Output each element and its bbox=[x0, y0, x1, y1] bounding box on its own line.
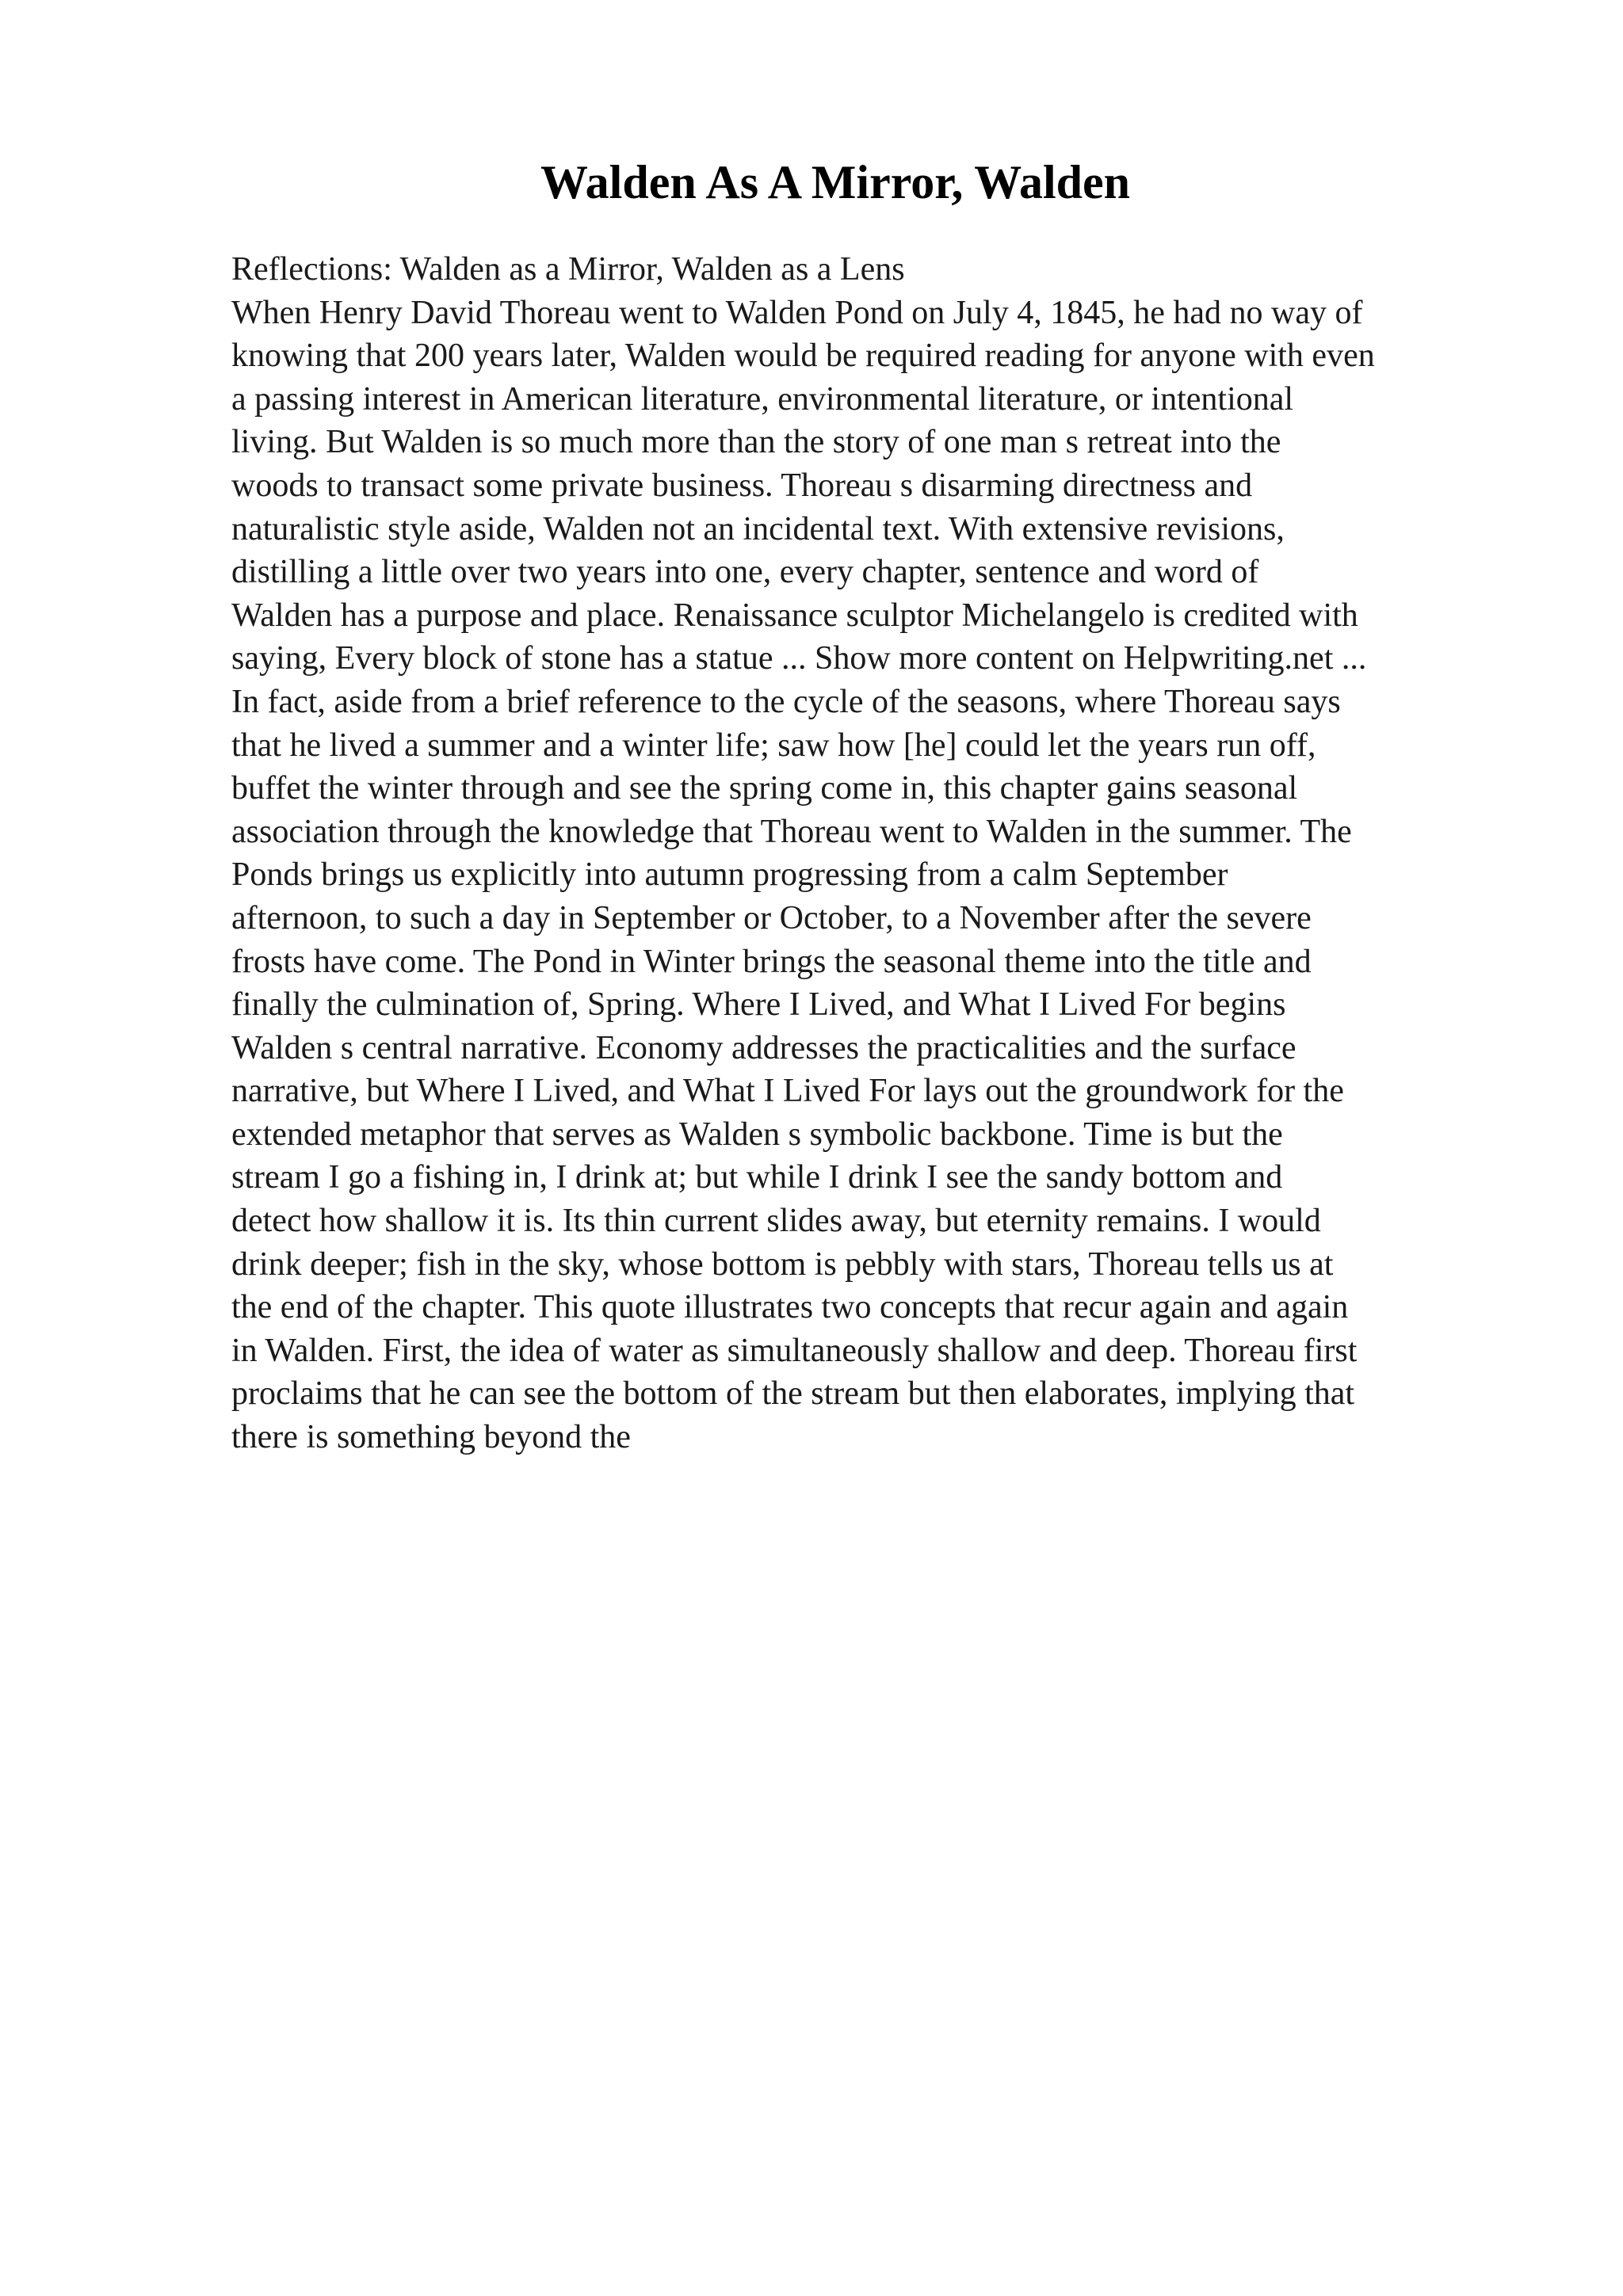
body-line: frosts have come. The Pond in Winter brings the seasonal theme into the title and bbox=[231, 943, 1312, 980]
body-line: When Henry David Thoreau went to Walden Pond on July 4, 1845, he had no way of bbox=[231, 294, 1363, 331]
body-line: that he lived a summer and a winter life; saw how [he] could let the years run off, bbox=[231, 727, 1316, 764]
body-line: knowing that 200 years later, Walden would be required reading for anyone with even bbox=[231, 338, 1375, 375]
body-line: In fact, aside from a brief reference to the cycle of the seasons, where Thoreau says bbox=[231, 683, 1341, 720]
body-line: narrative, but Where I Lived, and What I Lived For lays out the groundwork for the bbox=[231, 1073, 1344, 1110]
body-line: association through the knowledge that Thoreau went to Walden in the summer. The bbox=[231, 813, 1352, 850]
body-line: Walden s central narrative. Economy addresses the practicalities and the surface bbox=[231, 1029, 1296, 1066]
body-line: drink deeper; fish in the sky, whose bottom is pebbly with stars, Thoreau tells us at bbox=[231, 1245, 1334, 1283]
body-line: afternoon, to such a day in September or October, to a November after the severe bbox=[231, 899, 1312, 936]
body-line: a passing interest in American literature, environmental literature, or intentional bbox=[231, 380, 1294, 418]
body-line: finally the culmination of, Spring. Where I Lived, and What I Lived For begins bbox=[231, 986, 1286, 1024]
body-line: Walden has a purpose and place. Renaissance sculptor Michelangelo is credited with bbox=[231, 597, 1358, 634]
body-line: living. But Walden is so much more than the story of one man s retreat into the bbox=[231, 424, 1281, 461]
body-line: woods to transact some private business. Thoreau s disarming directness and bbox=[231, 467, 1253, 504]
body-line: naturalistic style aside, Walden not an incidental text. With extensive revisions, bbox=[231, 510, 1285, 547]
body-line: detect how shallow it is. Its thin current slides away, but eternity remains. I would bbox=[231, 1203, 1321, 1240]
document-body bbox=[231, 248, 1547, 1459]
body-line: distilling a little over two years into one, every chapter, sentence and word of bbox=[231, 554, 1259, 591]
body-line: Ponds brings us explicitly into autumn progressing from a calm September bbox=[231, 856, 1228, 894]
body-line: there is something beyond the bbox=[231, 1419, 631, 1456]
body-line: proclaims that he can see the bottom of the stream but then elaborates, implying that bbox=[231, 1375, 1355, 1413]
body-line: extended metaphor that serves as Walden s symbolic backbone. Time is but the bbox=[231, 1116, 1283, 1153]
body-line: buffet the winter through and see the spring come in, this chapter gains seasonal bbox=[231, 770, 1298, 807]
body-line: Reflections: Walden as a Mirror, Walden as a Lens bbox=[231, 251, 905, 288]
body-line: saying, Every block of stone has a statue ... Show more content on Helpwriting.net ... bbox=[231, 640, 1367, 677]
body-line: in Walden. First, the idea of water as simultaneously shallow and deep. Thoreau first bbox=[231, 1332, 1358, 1369]
body-line: stream I go a fishing in, I drink at; but while I drink I see the sandy bottom and bbox=[231, 1159, 1283, 1196]
body-line: the end of the chapter. This quote illustrates two concepts that recur again and again bbox=[231, 1289, 1349, 1326]
document-title: Walden As A Mirror, Walden bbox=[540, 156, 1131, 208]
